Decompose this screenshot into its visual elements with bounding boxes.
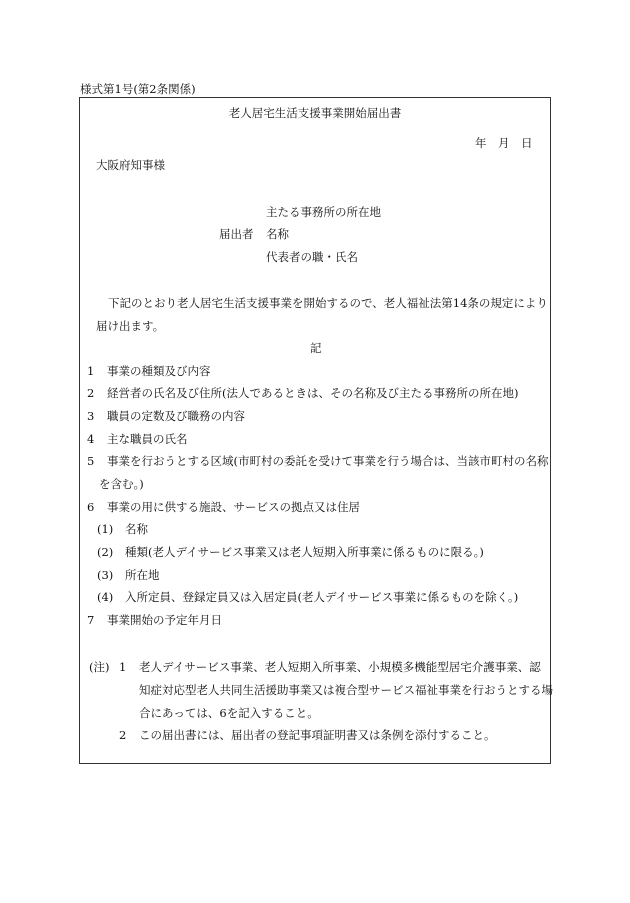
list-item — [87, 454, 548, 468]
list-item — [87, 386, 518, 400]
item-number: 4 — [87, 432, 95, 446]
office-address-label: 主たる事務所の所在地 — [266, 205, 381, 219]
form-title: 老人居宅生活支援事業開始届出書 — [228, 106, 402, 120]
addressee: 大阪府知事様 — [96, 158, 165, 172]
item-text: 職員の定数及び職務の内容 — [107, 409, 245, 423]
item-number: 2 — [87, 386, 95, 400]
sub-item — [97, 568, 160, 582]
note-text: 老人デイサービス事業、老人短期入所事業、小規模多機能型居宅介護事業、認 — [139, 660, 541, 674]
ki-heading: 記 — [310, 341, 322, 355]
item-text: 事業開始の予定年月日 — [107, 613, 222, 627]
list-item — [87, 432, 188, 446]
sub-item — [97, 590, 518, 604]
note-text: この届出書には、届出者の登記事項証明書又は条例を添付すること。 — [139, 728, 496, 742]
note-text-continuation: 合にあっては、6を記入すること。 — [139, 706, 319, 720]
item5-continuation: を含む。) — [99, 477, 144, 491]
note-text-continuation: 知症対応型老人共同生活援助事業又は複合型サービス福祉事業を行おうとする場 — [139, 683, 553, 697]
note-number: 2 — [119, 728, 127, 742]
sub-item-text: 入所定員、登録定員又は入居定員(老人デイサービス事業に係るものを除く。) — [125, 590, 519, 604]
item-text: 事業を行おうとする区域(市町村の委託を受けて事業を行う場合は、当該市町村の名称 — [107, 454, 549, 468]
note-item — [119, 728, 496, 742]
body-text-line2: 届け出ます。 — [96, 319, 165, 333]
note-label: (注) — [89, 660, 110, 674]
item-number: 7 — [87, 613, 95, 627]
list-item — [87, 613, 222, 627]
sub-item-text: 名称 — [125, 522, 148, 536]
list-item — [87, 364, 211, 378]
representative-label: 代表者の職・氏名 — [266, 250, 358, 264]
item-number: 1 — [87, 364, 95, 378]
item-text: 経営者の氏名及び住所(法人であるときは、その名称及び主たる事務所の所在地) — [107, 386, 519, 400]
item-number: 5 — [87, 454, 95, 468]
item-text: 主な職員の氏名 — [107, 432, 188, 446]
submitter-label: 届出者 — [219, 227, 254, 241]
sub-item-text: 種類(老人デイサービス事業又は老人短期入所事業に係るものに限る。) — [125, 545, 484, 559]
list-item — [87, 409, 245, 423]
sub-item-number: (4) — [97, 590, 114, 604]
item-number: 6 — [87, 500, 95, 514]
item-text: 事業の用に供する施設、サービスの拠点又は住居 — [107, 500, 360, 514]
sub-item — [97, 545, 484, 559]
date-field: 年 月 日 — [475, 136, 533, 150]
note-number: 1 — [119, 660, 127, 674]
sub-item-text: 所在地 — [125, 568, 160, 582]
note-item — [119, 660, 541, 674]
sub-item-number: (2) — [97, 545, 114, 559]
item-text: 事業の種類及び内容 — [107, 364, 211, 378]
item-number: 3 — [87, 409, 95, 423]
form-number-label: 様式第1号(第2条関係) — [80, 82, 196, 96]
sub-item-number: (3) — [97, 568, 114, 582]
list-item — [87, 500, 360, 514]
sub-item — [97, 522, 148, 536]
body-text-line1: 下記のとおり老人居宅生活支援事業を開始するので、老人福祉法第14条の規定により — [108, 296, 548, 310]
name-label: 名称 — [266, 227, 289, 241]
sub-item-number: (1) — [97, 522, 114, 536]
